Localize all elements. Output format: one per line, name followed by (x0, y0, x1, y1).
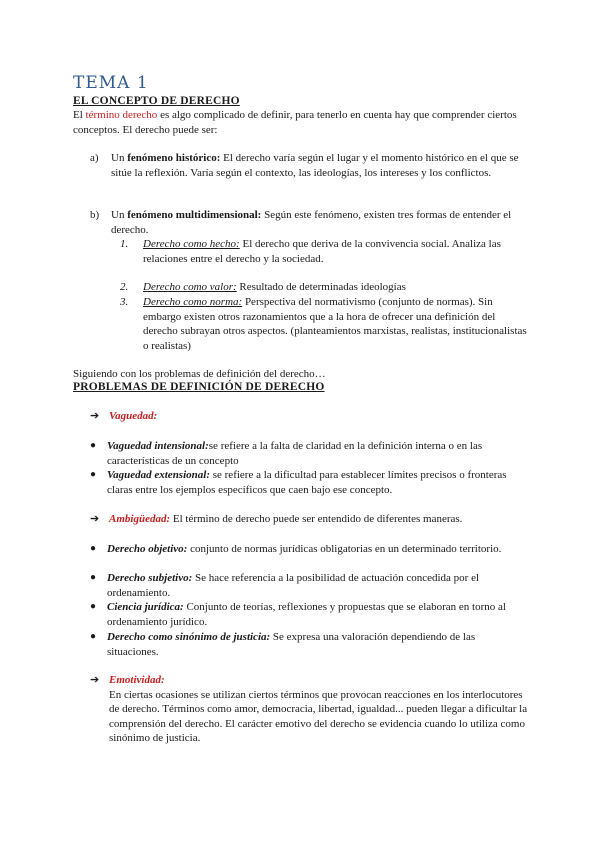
form-body (143, 237, 528, 266)
bullet-icon: ● (90, 440, 97, 451)
item-label: fenómeno histórico: (127, 152, 221, 164)
form-label: Derecho como norma: (143, 296, 243, 308)
transition-text: Siguiendo con los problemas de definición del derecho… (73, 368, 326, 380)
form-item-hecho (120, 237, 528, 266)
list-marker: a) (90, 152, 99, 164)
bullet-body (107, 542, 528, 557)
problem-label: Emotividad: (109, 674, 165, 686)
problem-text: En ciertas ocasiones se utilizan ciertos términos que provocan reacciones en los interlocutores de derecho. Términos como amor, democracia, libertad, igualdad... pueden llegar a dificultar la comprensión del derecho. El carácter emotivo del derecho se evidencia cuando lo utiliza como sinónimo de justicia. (109, 688, 528, 744)
bullet-body (107, 468, 528, 497)
list-item-historic (90, 151, 528, 180)
arrow-icon: ➔ (90, 674, 100, 686)
problem-label: Ambigüedad: (109, 513, 171, 525)
bullet-icon: ● (90, 572, 97, 583)
bullet-icon: ● (90, 543, 97, 554)
form-label: Derecho como hecho: (143, 238, 240, 250)
section-heading-problems: PROBLEMAS DE DEFINICIÓN DE DERECHO (73, 381, 325, 393)
bullet-text: Se hace referencia a la posibilidad de actuación concedida por el ordenamiento. (107, 572, 480, 599)
bullet-body (107, 630, 528, 659)
bullet-icon: ● (90, 469, 97, 480)
bullet-text: se refiere a la dificultad para establecer límites precisos o fronteras claras entre los ejemplos específicos que caen bajo ese concepto. (107, 469, 507, 496)
list-item-multidimensional (90, 208, 528, 237)
bullet-item (90, 600, 528, 629)
bullet-label: Derecho como sinónimo de justicia: (107, 631, 271, 643)
problem-ambiguedad (90, 512, 528, 527)
problem-body (109, 512, 528, 527)
item-text: Según este fenómeno, existen tres formas de entender el derecho. (111, 209, 512, 236)
bullet-item (90, 439, 528, 468)
bullet-icon: ● (90, 631, 97, 642)
intro-pre: El (73, 109, 86, 121)
page-title: TEMA 1 (73, 73, 149, 93)
bullet-body (107, 600, 528, 629)
form-text: Resultado de determinadas ideologías (236, 281, 406, 293)
intro-highlight: término derecho (85, 109, 158, 121)
form-body (143, 280, 528, 295)
form-marker: 2. (120, 281, 129, 293)
problem-body (109, 673, 528, 746)
item-prefix: Un (111, 152, 128, 164)
item-label: fenómeno multidimensional: (127, 209, 262, 221)
bullet-label: Ciencia jurídica: (107, 601, 184, 613)
bullet-body (107, 571, 528, 600)
bullet-text: conjunto de normas jurídicas obligatorias en un determinado territorio. (187, 543, 502, 555)
form-label: Derecho como valor: (143, 281, 237, 293)
problem-vaguedad (90, 409, 528, 424)
intro-post: es algo complicado de definir, para tenerlo en cuenta hay que comprender ciertos conceptos. El derecho puede ser: (73, 109, 517, 136)
bullet-text: Se expresa una valoración dependiendo de las situaciones. (107, 631, 476, 658)
form-item-norma (120, 295, 528, 353)
problem-text: El término de derecho puede ser entendido de diferentes maneras. (170, 513, 463, 525)
list-marker: b) (90, 209, 100, 221)
list-body (111, 208, 528, 237)
form-text: El derecho que deriva de la convivencia social. Analiza las relaciones entre el derecho y la sociedad. (143, 238, 501, 265)
bullet-text: se refiere a la falta de claridad en la definición interna o en las características de un concepto (107, 440, 483, 467)
bullet-label: Derecho objetivo: (107, 543, 188, 555)
section-heading-concept: EL CONCEPTO DE DERECHO (73, 95, 240, 107)
form-text: Perspectiva del normativismo (conjunto de normas). Sin embargo existen otros razonamientos que a la hora de ofrecer una definición del derecho subrayan otros aspectos. (planteamientos marxistas, realistas, institucionalistas o realistas) (143, 296, 527, 352)
bullet-label: Vaguedad extensional: (107, 469, 210, 481)
bullet-label: Derecho subjetivo: (107, 572, 193, 584)
bullet-label: Vaguedad intensional: (107, 440, 209, 452)
problem-body (109, 409, 528, 424)
problem-emotividad (90, 673, 528, 746)
bullet-item (90, 468, 528, 497)
bullet-item (90, 571, 528, 600)
form-marker: 3. (120, 296, 129, 308)
bullet-body (107, 439, 528, 468)
form-body (143, 295, 528, 353)
form-item-valor (120, 280, 528, 295)
form-marker: 1. (120, 238, 129, 250)
arrow-icon: ➔ (90, 410, 100, 422)
bullet-text: Conjunto de teorías, reflexiones y propuestas que se elaboran en torno al ordenamiento jurídico. (107, 601, 506, 628)
arrow-icon: ➔ (90, 513, 100, 525)
bullet-item (90, 630, 528, 659)
problem-label: Vaguedad: (109, 410, 158, 422)
item-text: El derecho varía según el lugar y el momento histórico en el que se sitúe la reflexión. Varía según el contexto, las ideologías, los intereses y los conflictos. (111, 152, 519, 179)
item-prefix: Un (111, 209, 128, 221)
bullet-item (90, 542, 528, 557)
intro-paragraph (73, 108, 528, 137)
list-body (111, 151, 528, 180)
bullet-icon: ● (90, 601, 97, 612)
